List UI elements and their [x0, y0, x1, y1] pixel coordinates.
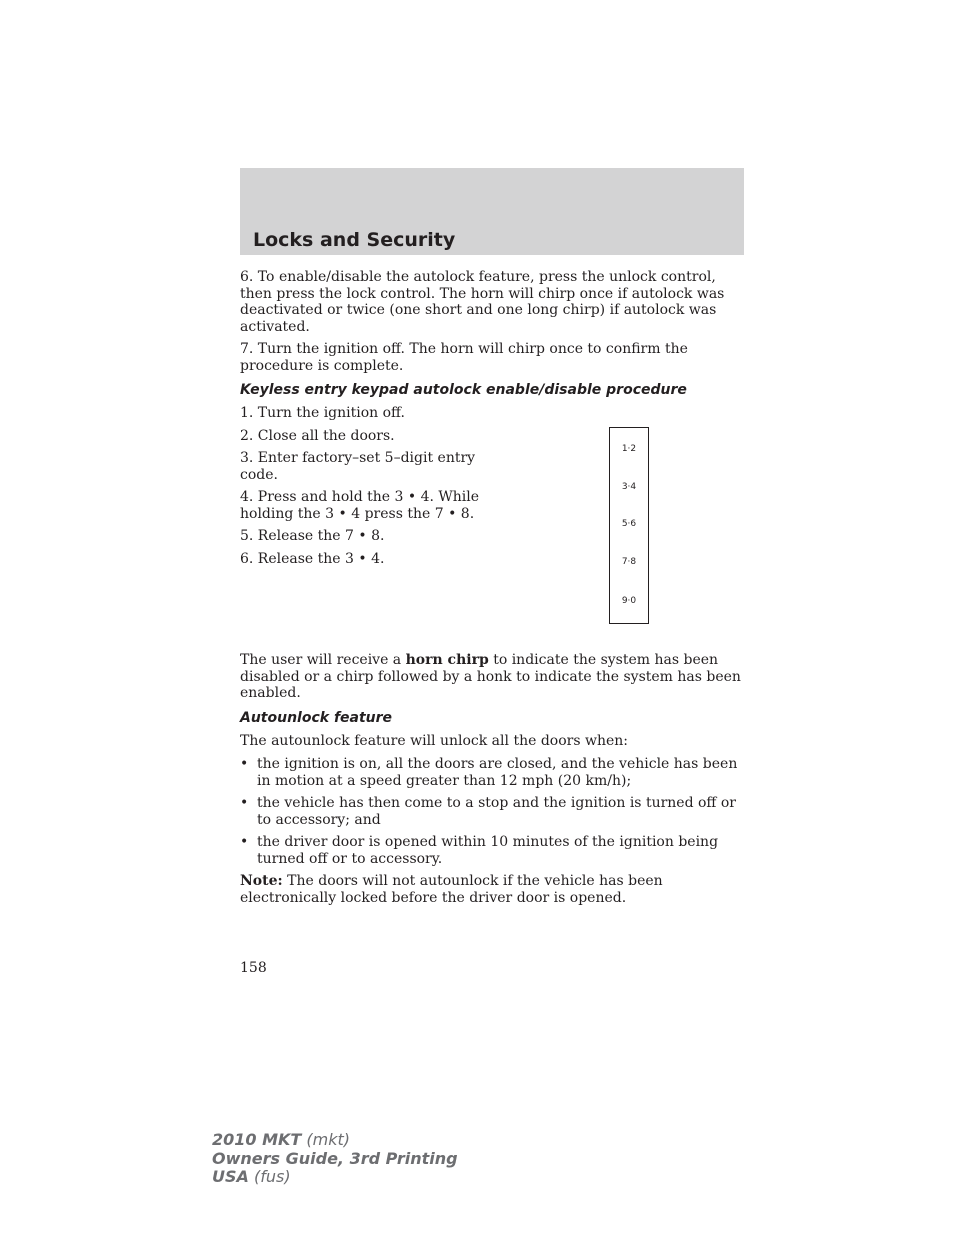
footer-model-line: 2010 MKT (mkt): [212, 1130, 351, 1149]
keypad-step-3: 3. Enter factory–set 5–digit entry code.: [240, 450, 476, 483]
list-item: • the vehicle has then come to a stop and the ignition is turned off or to accessory; and: [240, 795, 736, 828]
autounlock-intro: The autounlock feature will unlock all the doors when:: [240, 733, 628, 749]
list-item: • the ignition is on, all the doors are closed, and the vehicle has been in motion at a speed greater than 12 mph (20 km/h);: [240, 756, 738, 789]
keypad-step-5: 5. Release the 7 • 8.: [240, 528, 385, 544]
document-footer: [212, 1131, 458, 1187]
keypad-key-7-8: 7·8: [621, 557, 637, 567]
keypad-procedure-heading: Keyless entry keypad autolock enable/disable procedure: [240, 382, 687, 398]
autounlock-note: Note: The doors will not autounlock if the vehicle has been electronically locked before the driver door is opened.: [240, 873, 663, 906]
footer-guide-line: Owners Guide, 3rd Printing: [212, 1148, 458, 1168]
bullet-dot: •: [240, 795, 249, 811]
autounlock-conditions-list: [240, 756, 745, 873]
keypad-step-4: 4. Press and hold the 3 • 4. While holding the 3 • 4 press the 7 • 8.: [240, 489, 480, 522]
section-header-band: [240, 168, 744, 255]
list-item: • the driver door is opened within 10 minutes of the ignition being turned off or to accessory.: [240, 834, 719, 867]
keypad-illustration: [609, 427, 649, 624]
bullet-dot: •: [240, 834, 249, 850]
section-title: Locks and Security: [253, 229, 456, 251]
keypad-step-1: 1. Turn the ignition off.: [240, 405, 405, 421]
footer-market-line: USA (fus): [212, 1167, 291, 1186]
page-number: 158: [240, 960, 267, 976]
note-label: Note:: [240, 873, 283, 889]
bullet-dot: •: [240, 756, 249, 772]
keypad-key-3-4: 3·4: [621, 482, 637, 492]
keypad-key-1-2: 1·2: [621, 444, 637, 454]
step-7-ignition-off: 7. Turn the ignition off. The horn will chirp once to confirm the procedure is complete.: [240, 341, 688, 374]
horn-chirp-result: The user will receive a horn chirp to indicate the system has been disabled or a chirp followed by a honk to indicate the system has been enabled.: [240, 652, 741, 701]
step-6-autolock-toggle: 6. To enable/disable the autolock feature, press the unlock control, then press the lock control. The horn will chirp once if autolock was deactivated or twice (one short and one long chirp) if autolock was activated.: [240, 269, 725, 335]
autounlock-heading: Autounlock feature: [240, 710, 393, 726]
keypad-key-5-6: 5·6: [621, 519, 637, 529]
keypad-step-6: 6. Release the 3 • 4.: [240, 551, 385, 567]
keypad-key-9-0: 9·0: [621, 596, 637, 606]
keypad-step-2: 2. Close all the doors.: [240, 428, 395, 444]
